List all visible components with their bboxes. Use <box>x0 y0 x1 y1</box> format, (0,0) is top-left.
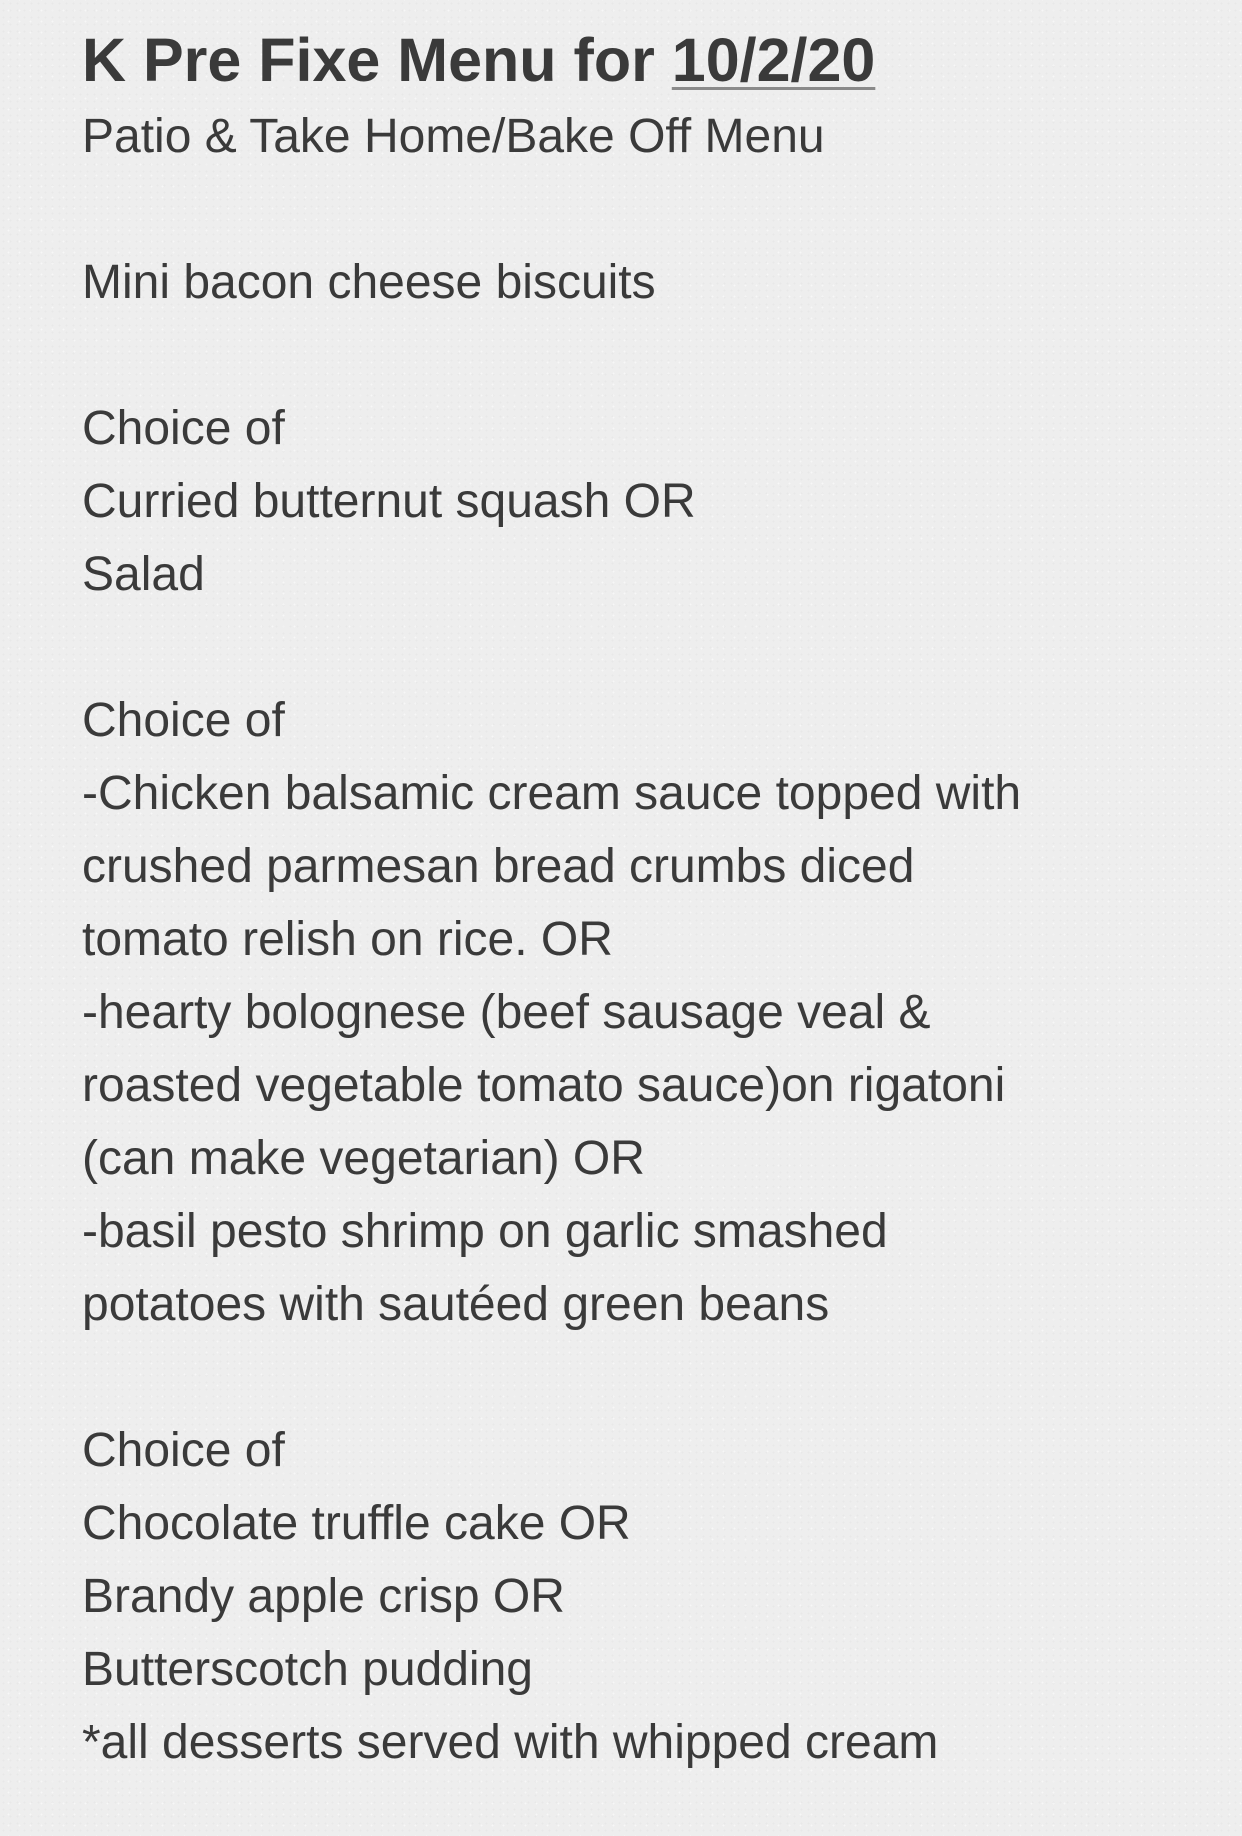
menu-item-line: crushed parmesan bread crumbs diced <box>82 840 915 893</box>
course-heading: Choice of <box>82 694 285 747</box>
menu-item-line: (can make vegetarian) OR <box>82 1132 645 1185</box>
note-body <box>82 20 1212 1779</box>
menu-item: Brandy apple crisp OR <box>82 1570 565 1623</box>
blank-line <box>82 611 1212 684</box>
course-3 <box>82 1414 1212 1779</box>
blank-line <box>82 319 1212 392</box>
menu-item: Curried butternut squash OR <box>82 475 696 528</box>
dessert-note: *all desserts served with whipped cream <box>82 1716 939 1769</box>
menu-item-line: roasted vegetable tomato sauce)on rigatoni <box>82 1059 1006 1112</box>
course-heading: Choice of <box>82 402 285 455</box>
starter-item: Mini bacon cheese biscuits <box>82 256 656 309</box>
menu-item: Butterscotch pudding <box>82 1643 533 1696</box>
blank-line <box>82 173 1212 246</box>
menu-date-link[interactable]: 10/2/20 <box>671 26 876 94</box>
course-1 <box>82 392 1212 611</box>
menu-item-line: tomato relish on rice. OR <box>82 913 613 966</box>
menu-item-line: -hearty bolognese (beef sausage veal & <box>82 986 931 1039</box>
blank-line <box>82 1341 1212 1414</box>
menu-item: Salad <box>82 548 205 601</box>
course-2 <box>82 684 1212 1341</box>
menu-item-line: -Chicken balsamic cream sauce topped with <box>82 767 1022 820</box>
menu-title <box>82 20 1212 100</box>
menu-title-prefix: K Pre Fixe Menu for <box>82 26 672 94</box>
course-heading: Choice of <box>82 1424 285 1477</box>
menu-item: Chocolate truffle cake OR <box>82 1497 631 1550</box>
menu-item-line: -basil pesto shrimp on garlic smashed <box>82 1205 888 1258</box>
menu-subtitle: Patio & Take Home/Bake Off Menu <box>82 110 825 163</box>
menu-item-line: potatoes with sautéed green beans <box>82 1278 830 1331</box>
